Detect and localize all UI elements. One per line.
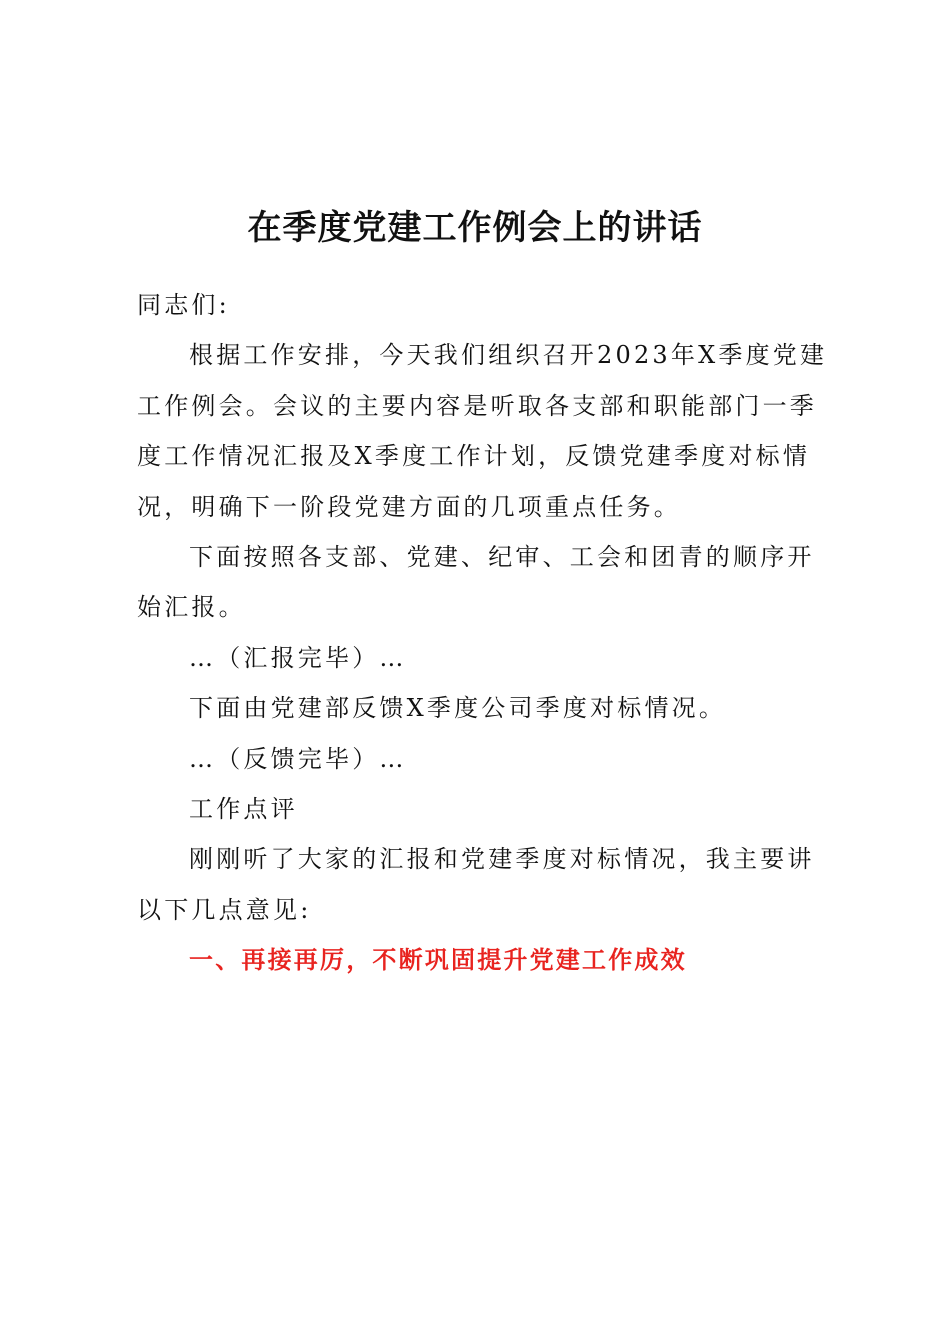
paragraph-feedback: 下面由党建部反馈X季度公司季度对标情况。: [189, 694, 727, 723]
paragraph-intro: 根据工作安排，今天我们组织召开2023年X季度党建工作例会。会议的主要内容是听取各支部和职能部门一季度工作情况汇报及X季度工作计划，反馈党建季度对标情况，明确下一阶段党建方面的几项重点任务。: [137, 341, 828, 521]
paragraph-report-order: 下面按照各支部、党建、纪审、工会和团青的顺序开始汇报。: [137, 543, 815, 622]
document-body: [137, 280, 837, 986]
paragraph-feedback-done: …（反馈完毕）…: [189, 744, 407, 773]
paragraph-report-done: …（汇报完毕）…: [189, 643, 407, 672]
paragraph-opinions: 刚刚听了大家的汇报和党建季度对标情况，我主要讲以下几点意见:: [137, 845, 815, 924]
paragraph-review-label: 工作点评: [189, 795, 298, 824]
salutation: 同志们:: [137, 291, 230, 319]
document-title: 在季度党建工作例会上的讲话: [247, 208, 703, 248]
section-heading: 一、再接再厉，不断巩固提升党建工作成效: [189, 946, 687, 975]
